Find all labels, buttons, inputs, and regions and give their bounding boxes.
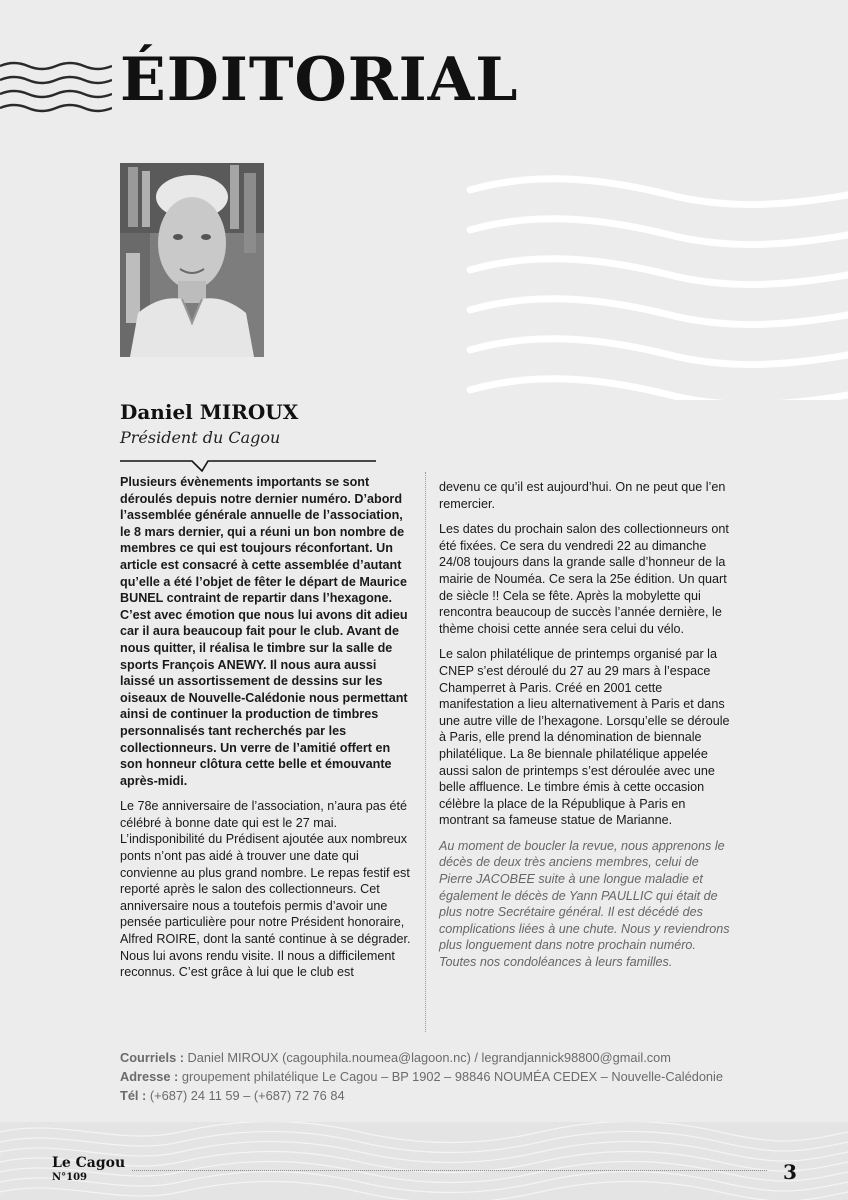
article-paragraph: Le 78e anniversaire de l’association, n’aura pas été célébré à bonne date qui est le 27 mai. L’indisponibilité du Prédisent ajoutée aux nombreux ponts n’ont pas aidé à trouver une date qui convienne au plus grand nombre. Le repas festif est reporté après le salon des collectionneurs. Cet anniversaire nous a toutefois permis d’avoir une pensée particulière pour notre Président honoraire, Alfred ROIRE, dont la santé continue à se dégrader. Nous lui avons rendu visite. Il nous a difficilement reconnus. C’est grâce à lui que le club est (120, 799, 411, 980)
article-note: Au moment de boucler la revue, nous apprenons le décès de deux très anciens membres, celui de Pierre JACOBEE suite à une longue maladie et également le décès de Yann PAULLIC qui était de plus notre Secrétaire général. Il est décédé des complications liées à une chute. Nous y reviendrons plus longuement dans notre prochain numéro. Toutes nos condoléances à leurs familles. (439, 838, 730, 970)
author-name: Daniel MIROUX (120, 400, 299, 424)
wave-lines-left (0, 58, 112, 118)
contact-phone-label: Tél : (120, 1088, 147, 1103)
contact-phone-line (120, 1086, 723, 1105)
article-paragraph: Les dates du prochain salon des collectionneurs ont été fixées. Ce sera du vendredi 22 au dimanche 24/08 toujours dans la grande salle d’honneur de la mairie de Nouméa. Ce sera la 25e édition. Un quart de siècle !! Cela se fête. Après la mobylette qui rencontra beaucoup de succès l’année dernière, le thème choisi cette année sera celui du vélo. (439, 522, 729, 636)
author-role: Président du Cagou (120, 428, 281, 447)
wave-lines-right (460, 170, 848, 400)
article-column-left (120, 474, 412, 990)
footer-dotted-rule (132, 1170, 767, 1171)
footer-brand: Le Cagou (52, 1155, 126, 1171)
contact-address-line (120, 1067, 723, 1086)
footer-pattern (0, 1122, 848, 1200)
author-photo (120, 163, 264, 357)
article-paragraph: Plusieurs évènements importants se sont déroulés depuis notre dernier numéro. D’abord l’assemblée générale annuelle de l’association, le 8 mars dernier, qui a réuni un bon nombre de membres ce qui est toujours réconfortant. Un article est consacré à cette assemblée d’autant qu’elle a été l’objet de fêter le départ de Maurice BUNEL contraint de repartir dans l’hexagone. C’est avec émotion que nous lui avons dit adieu car il aura beaucoup fait pour le club. Avant de nous quitter, il réalisa le timbre sur la salle de sports François ANEWY. Il nous aura aussi laissé un assortissement de dessins sur les oiseaux de Nouvelle-Calédonie nous permettant ainsi de continuer la production de timbres personnalisés tant recherchés par les collectionneurs. Un verre de l’amitié offert en son honneur clôtura cette belle et émouvante après-midi. (120, 475, 408, 788)
contact-address-label: Adresse : (120, 1069, 179, 1084)
contact-address-value: groupement philatélique Le Cagou – BP 1902 – 98846 NOUMÉA CEDEX – Nouvelle-Calédonie (178, 1069, 724, 1084)
page-number: 3 (783, 1160, 797, 1184)
speech-bubble-line (120, 455, 380, 473)
article-column-right (439, 479, 731, 980)
contact-email-value: Daniel MIROUX (cagouphila.noumea@lagoon.nc) / legrandjannick98800@gmail.com (184, 1050, 671, 1065)
contact-email-label: Courriels : (120, 1050, 184, 1065)
contact-block (120, 1048, 723, 1105)
footer-issue-number: N°109 (52, 1172, 88, 1183)
column-divider (425, 472, 426, 1032)
page-title: ÉDITORIAL (120, 45, 519, 115)
article-paragraph: Le salon philatélique de printemps organisé par la CNEP s’est déroulé du 27 au 29 mars à l’espace Champerret à Paris. Créé en 2001 cette manifestation a lieu alternativement à Paris et dans une autre ville de l’hexagone. Lorsqu’elle se déroule à Paris, elle prend la dénomination de biennale philatélique. La 8e biennale philatélique appelée aussi salon de printemps s’est déroulée avec une belle affluence. Le timbre émis à cette occasion célèbre la place de la République à Paris en montrant sa fameuse statue de Marianne. (439, 647, 730, 828)
contact-email-line (120, 1048, 723, 1067)
article-paragraph: devenu ce qu’il est aujourd’hui. On ne peut que l’en remercier. (439, 480, 726, 511)
contact-phone-value: (+687) 24 11 59 – (+687) 72 76 84 (146, 1088, 345, 1103)
